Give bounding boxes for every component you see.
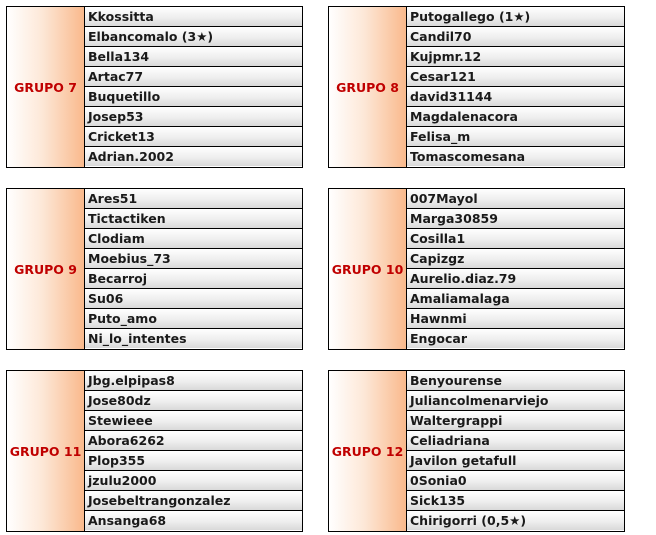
- player-row: Celiadriana: [407, 430, 624, 450]
- player-row: Artac77: [85, 66, 302, 86]
- group-label: GRUPO 10: [329, 189, 407, 349]
- group-label: GRUPO 11: [7, 371, 85, 531]
- player-row: Kkossitta: [85, 7, 302, 26]
- player-row: Moebius_73: [85, 248, 302, 268]
- player-list: [407, 371, 624, 531]
- player-row: Tictactiken: [85, 208, 302, 228]
- player-row: Cosilla1: [407, 228, 624, 248]
- player-row: Ansanga68: [85, 510, 302, 530]
- player-row: Jose80dz: [85, 390, 302, 410]
- player-row: Ares51: [85, 189, 302, 208]
- player-list: [85, 7, 302, 167]
- player-row: Su06: [85, 288, 302, 308]
- player-row: Juliancolmenarviejo: [407, 390, 624, 410]
- group-8: [328, 6, 625, 168]
- player-row: Amaliamalaga: [407, 288, 624, 308]
- player-row: Jbg.elpipas8: [85, 371, 302, 390]
- player-row: Felisa_m: [407, 126, 624, 146]
- group-10: [328, 188, 625, 350]
- group-11: [6, 370, 303, 532]
- player-row: Stewieee: [85, 410, 302, 430]
- player-row: Chirigorri (0,5★): [407, 510, 624, 530]
- group-12: [328, 370, 625, 532]
- player-list: [407, 7, 624, 167]
- player-row: Puto_amo: [85, 308, 302, 328]
- player-row: Aurelio.diaz.79: [407, 268, 624, 288]
- player-row: Benyourense: [407, 371, 624, 390]
- group-label: GRUPO 7: [7, 7, 85, 167]
- player-row: Buquetillo: [85, 86, 302, 106]
- player-row: Cricket13: [85, 126, 302, 146]
- player-row: Tomascomesana: [407, 146, 624, 166]
- group-label: GRUPO 8: [329, 7, 407, 167]
- player-row: Abora6262: [85, 430, 302, 450]
- player-row: Engocar: [407, 328, 624, 348]
- player-row: jzulu2000: [85, 470, 302, 490]
- player-row: Candil70: [407, 26, 624, 46]
- player-row: Josebeltrangonzalez: [85, 490, 302, 510]
- player-row: 0Sonia0: [407, 470, 624, 490]
- player-row: Josep53: [85, 106, 302, 126]
- player-row: Clodiam: [85, 228, 302, 248]
- player-row: Adrian.2002: [85, 146, 302, 166]
- player-row: Becarroj: [85, 268, 302, 288]
- player-row: Marga30859: [407, 208, 624, 228]
- player-row: 007Mayol: [407, 189, 624, 208]
- player-row: Elbancomalo (3★): [85, 26, 302, 46]
- player-row: Cesar121: [407, 66, 624, 86]
- player-row: Sick135: [407, 490, 624, 510]
- player-row: Bella134: [85, 46, 302, 66]
- player-list: [85, 189, 302, 349]
- player-row: Putogallego (1★): [407, 7, 624, 26]
- player-row: Plop355: [85, 450, 302, 470]
- player-list: [85, 371, 302, 531]
- player-row: Ni_lo_intentes: [85, 328, 302, 348]
- group-label: GRUPO 9: [7, 189, 85, 349]
- player-row: Hawnmi: [407, 308, 624, 328]
- player-row: Magdalenacora: [407, 106, 624, 126]
- player-list: [407, 189, 624, 349]
- player-row: david31144: [407, 86, 624, 106]
- group-label: GRUPO 12: [329, 371, 407, 531]
- player-row: Kujpmr.12: [407, 46, 624, 66]
- group-9: [6, 188, 303, 350]
- group-7: [6, 6, 303, 168]
- player-row: Capizgz: [407, 248, 624, 268]
- player-row: Waltergrappi: [407, 410, 624, 430]
- player-row: Javilon getafull: [407, 450, 624, 470]
